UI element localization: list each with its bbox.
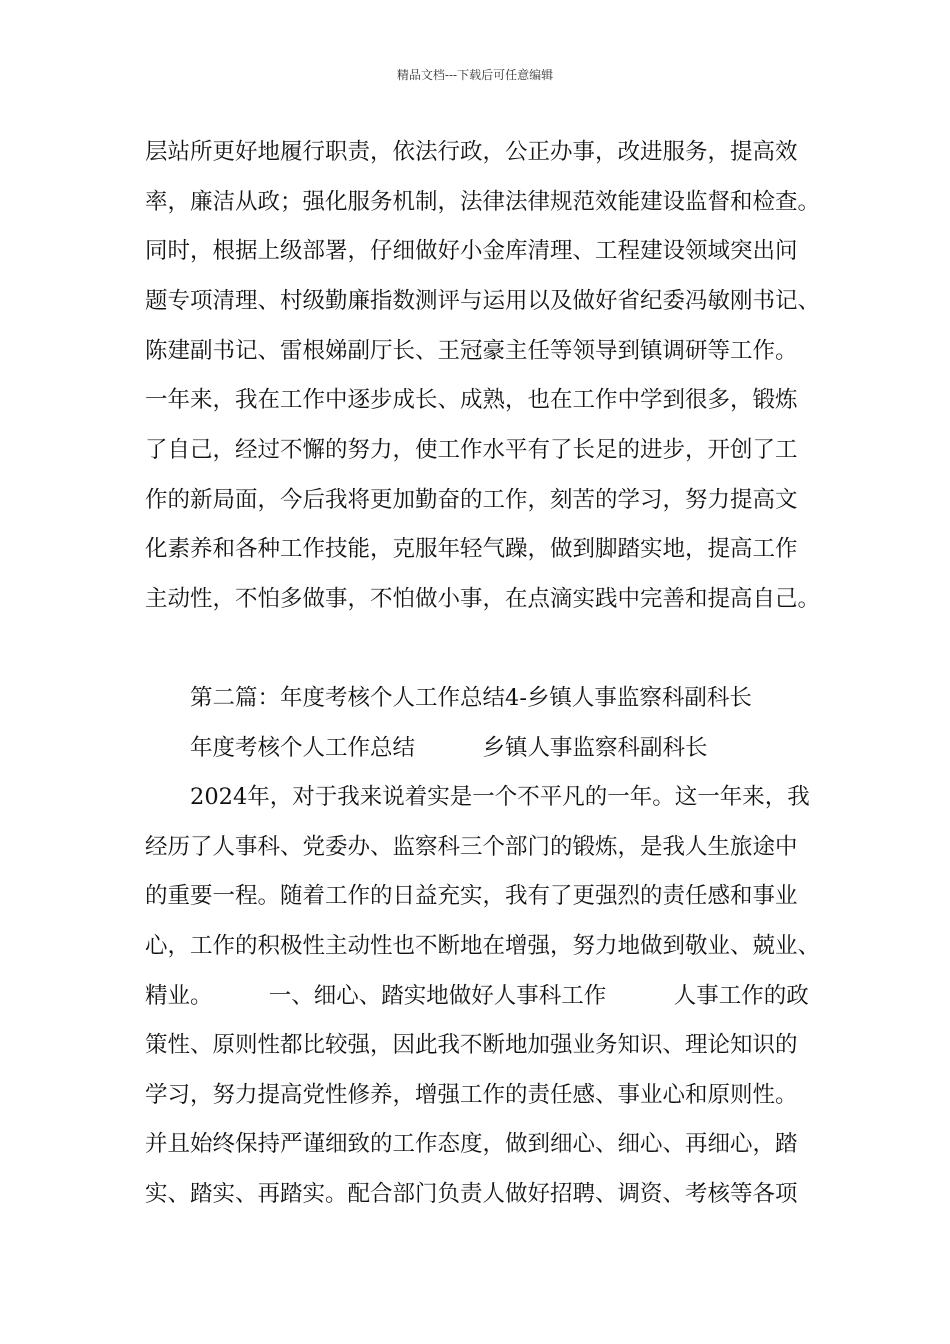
text-line: 层站所更好地履行职责，依法行政，公正办事，改进服务，提高效 — [145, 139, 798, 165]
text-line: 策性、原则性都比较强，因此我不断地加强业务知识、理论知识的 — [145, 1032, 798, 1058]
text-line: 2024年，对于我来说着实是一个不平凡的一年。这一年来，我 — [190, 784, 810, 810]
text-line: 同时，根据上级部署，仔细做好小金库清理、工程建设领域突出问 — [145, 238, 798, 264]
text-line: 化素养和各种工作技能，克服年轻气躁，做到脚踏实地，提高工作 — [145, 536, 798, 562]
text-line: 经历了人事科、党委办、监察科三个部门的锻炼，是我人生旅途中 — [145, 834, 798, 860]
text-line: 心，工作的积极性主动性也不断地在增强，努力地做到敬业、兢业、 — [145, 933, 821, 959]
text-line: 实、踏实、再踏实。配合部门负责人做好招聘、调资、考核等各项 — [145, 1181, 798, 1207]
text-line: 的重要一程。随着工作的日益充实，我有了更强烈的责任感和事业 — [145, 883, 798, 909]
section-subtitle: 年度考核个人工作总结 乡镇人事监察科副科长 — [190, 735, 708, 761]
text-line: 学习，努力提高党性修养，增强工作的责任感、事业心和原则性。 — [145, 1082, 798, 1108]
text-line: 率，廉洁从政；强化服务机制，法律法律规范效能建设监督和检查。 — [145, 189, 821, 215]
text-line: 题专项清理、村级勤廉指数测评与运用以及做好省纪委冯敏刚书记、 — [145, 288, 821, 314]
text-line: 并且始终保持严谨细致的工作态度，做到细心、细心、再细心，踏 — [145, 1131, 798, 1157]
text-line: 一年来，我在工作中逐步成长、成熟，也在工作中学到很多，锻炼 — [145, 387, 798, 413]
text-line: 作的新局面，今后我将更加勤奋的工作，刻苦的学习，努力提高文 — [145, 487, 798, 513]
text-line: 主动性，不怕多做事，不怕做小事，在点滴实践中完善和提高自己。 — [145, 586, 821, 612]
section-heading: 第二篇：年度考核个人工作总结4-乡镇人事监察科副科长 — [190, 685, 752, 711]
text-line: 陈建副书记、雷根娣副厅长、王冠豪主任等领导到镇调研等工作。 — [145, 338, 798, 364]
text-line: 精业。 一、细心、踏实地做好人事科工作 人事工作的政 — [145, 983, 809, 1009]
page-header: 精品文档---下载后可任意编辑 — [396, 68, 554, 82]
text-line: 了自己，经过不懈的努力，使工作水平有了长足的进步，开创了工 — [145, 437, 798, 463]
